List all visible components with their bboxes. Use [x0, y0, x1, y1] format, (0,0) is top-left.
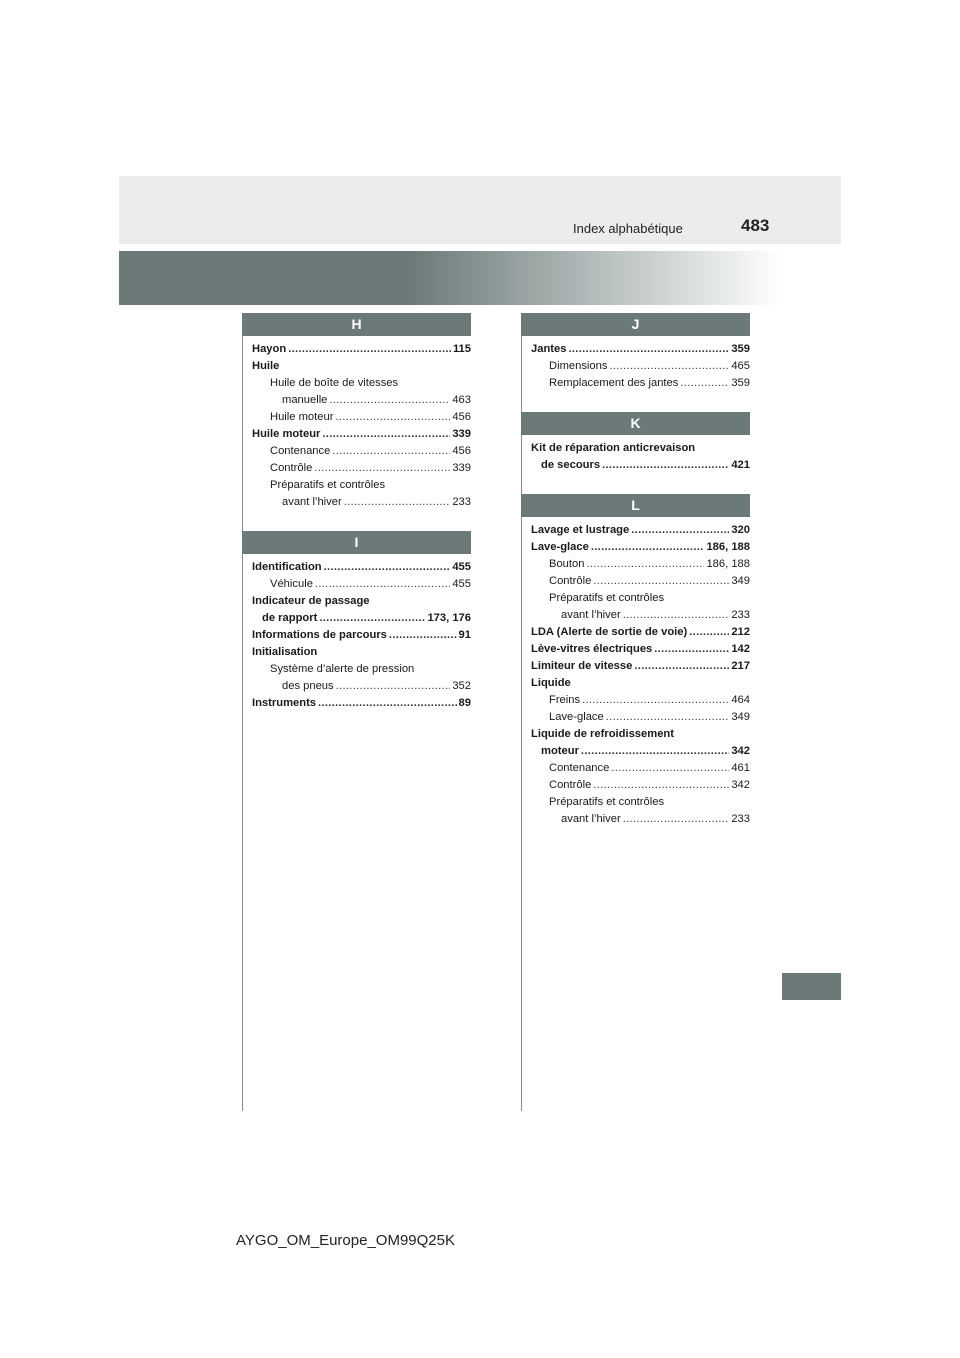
- index-entry-label: Véhicule: [270, 578, 313, 590]
- index-entry: [252, 392, 471, 409]
- page-number: 483: [741, 216, 770, 235]
- leader-dots: [623, 811, 730, 828]
- index-entry-label: Initialisation: [252, 646, 318, 658]
- index-entry-label: Freins: [549, 694, 581, 706]
- leader-dots: [586, 556, 704, 573]
- leader-dots: [389, 627, 457, 644]
- leader-dots: [581, 743, 729, 760]
- section-gap: [521, 392, 750, 412]
- header-band: [119, 176, 841, 244]
- index-entry-label: Jantes: [531, 343, 567, 355]
- index-entry-label: Lavage et lustrage: [531, 524, 630, 536]
- index-entry: [531, 539, 750, 556]
- index-entry-page: 359: [731, 343, 750, 355]
- index-entry-label: Instruments: [252, 697, 317, 709]
- index-entry-label: Contrôle: [270, 462, 313, 474]
- index-entry-page: 359: [731, 377, 750, 389]
- index-entry: [252, 460, 471, 477]
- index-entry: [252, 661, 471, 678]
- section-gap: [521, 474, 750, 494]
- leader-dots: [593, 777, 729, 794]
- section-letter-header: H: [242, 313, 471, 336]
- index-entry: [531, 794, 750, 811]
- leader-dots: [314, 460, 450, 477]
- leader-dots: [335, 409, 450, 426]
- index-entry: [531, 375, 750, 392]
- index-entry-label: Préparatifs et contrôles: [549, 796, 665, 808]
- index-entry-label: de rapport: [262, 612, 318, 624]
- index-entry-label: moteur: [541, 745, 579, 757]
- section-letter-header: L: [521, 494, 750, 517]
- index-entry-label: Informations de parcours: [252, 629, 387, 641]
- index-entry-label: Limiteur de vitesse: [531, 660, 633, 672]
- index-entry-page: 320: [731, 524, 750, 536]
- index-entry: [252, 341, 471, 358]
- index-entry-label: manuelle: [282, 394, 328, 406]
- index-entry-label: Hayon: [252, 343, 287, 355]
- index-entry: [252, 409, 471, 426]
- index-entry: [531, 726, 750, 743]
- index-entry: [252, 610, 471, 627]
- leader-dots: [582, 692, 729, 709]
- index-entry-page: 186, 188: [706, 558, 750, 570]
- index-entry: [252, 678, 471, 695]
- index-entry: [252, 576, 471, 593]
- index-entry-label: Dimensions: [549, 360, 608, 372]
- index-entry-label: Identification: [252, 561, 322, 573]
- index-entry-page: 233: [731, 609, 750, 621]
- index-entry: [531, 743, 750, 760]
- leader-dots: [654, 641, 729, 658]
- index-entry-label: Huile de boîte de vitesses: [270, 377, 399, 389]
- index-entry: [531, 709, 750, 726]
- leader-dots: [336, 678, 451, 695]
- index-entry-label: Lave-glace: [531, 541, 589, 553]
- index-entry-page: 463: [452, 394, 471, 406]
- index-entry-page: 456: [452, 445, 471, 457]
- leader-dots: [602, 457, 729, 474]
- index-entry: [252, 627, 471, 644]
- index-entry-list: [521, 435, 750, 474]
- index-entry: [252, 375, 471, 392]
- index-entry-label: LDA (Alerte de sortie de voie): [531, 626, 688, 638]
- index-entry-page: 342: [731, 779, 750, 791]
- index-entry-label: Indicateur de passage: [252, 595, 370, 607]
- leader-dots: [318, 695, 457, 712]
- index-entry: [531, 358, 750, 375]
- index-entry-page: 465: [731, 360, 750, 372]
- index-entry-label: Liquide: [531, 677, 571, 689]
- index-entry-page: 115: [452, 343, 471, 355]
- leader-dots: [606, 709, 730, 726]
- index-entry-label: Bouton: [549, 558, 585, 570]
- index-entry-label: Contenance: [270, 445, 331, 457]
- index-entry: [531, 590, 750, 607]
- index-entry: [531, 573, 750, 590]
- index-entry-page: 233: [731, 813, 750, 825]
- index-entry: [531, 760, 750, 777]
- index-entry-page: 91: [458, 629, 471, 641]
- leader-dots: [611, 760, 729, 777]
- index-entry: [531, 692, 750, 709]
- leader-dots: [344, 494, 451, 511]
- index-entry-label: Kit de réparation anticrevaison: [531, 442, 696, 454]
- index-entry-page: 212: [731, 626, 750, 638]
- index-entry-page: 89: [458, 697, 471, 709]
- index-entry-label: des pneus: [282, 680, 334, 692]
- index-entry-page: 461: [731, 762, 750, 774]
- header-gradient-bar: [119, 251, 781, 305]
- chapter-tab: [782, 973, 841, 1000]
- index-entry: [531, 777, 750, 794]
- page-title: Index alphabétique: [573, 221, 683, 236]
- index-entry-page: 421: [731, 459, 750, 471]
- index-entry: [531, 440, 750, 457]
- leader-dots: [609, 358, 729, 375]
- leader-dots: [288, 341, 451, 358]
- index-entry: [531, 607, 750, 624]
- index-entry-page: 186, 188: [706, 541, 750, 553]
- index-entry-list: [242, 554, 471, 712]
- index-entry: [252, 494, 471, 511]
- index-entry-label: Huile moteur: [252, 428, 321, 440]
- leader-dots: [322, 426, 450, 443]
- leader-dots: [319, 610, 425, 627]
- leader-dots: [568, 341, 729, 358]
- index-entry-page: 349: [731, 575, 750, 587]
- index-entry-list: [521, 336, 750, 392]
- index-entry: [252, 695, 471, 712]
- index-entry-label: Contrôle: [549, 575, 592, 587]
- index-entry-label: Préparatifs et contrôles: [270, 479, 386, 491]
- leader-dots: [593, 573, 729, 590]
- index-entry-label: Contenance: [549, 762, 610, 774]
- index-entry: [531, 624, 750, 641]
- leader-dots: [623, 607, 730, 624]
- index-entry: [531, 341, 750, 358]
- index-entry-label: de secours: [541, 459, 601, 471]
- index-entry-page: 349: [731, 711, 750, 723]
- index-entry: [531, 658, 750, 675]
- leader-dots: [332, 443, 450, 460]
- section-gap: [242, 511, 471, 531]
- index-entry: [531, 675, 750, 692]
- index-entry: [252, 559, 471, 576]
- index-entry: [252, 477, 471, 494]
- index-entry-label: Système d’alerte de pression: [270, 663, 415, 675]
- leader-dots: [689, 624, 729, 641]
- index-entry-label: Liquide de refroidissement: [531, 728, 674, 740]
- left-index-column: [242, 313, 471, 712]
- index-entry-label: Huile moteur: [270, 411, 334, 423]
- index-entry-page: 339: [452, 428, 471, 440]
- index-entry: [531, 556, 750, 573]
- index-entry-label: Contrôle: [549, 779, 592, 791]
- index-entry: [252, 443, 471, 460]
- leader-dots: [324, 559, 451, 576]
- index-entry-page: 464: [731, 694, 750, 706]
- index-entry-label: Remplacement des jantes: [549, 377, 679, 389]
- index-entry-label: avant l’hiver: [561, 609, 621, 621]
- section-letter-header: J: [521, 313, 750, 336]
- index-entry: [531, 641, 750, 658]
- index-entry: [531, 457, 750, 474]
- section-letter-header: K: [521, 412, 750, 435]
- index-entry-label: Lève-vitres électriques: [531, 643, 653, 655]
- index-entry-page: 233: [452, 496, 471, 508]
- index-entry: [531, 811, 750, 828]
- index-entry-page: 142: [731, 643, 750, 655]
- index-entry-page: 173, 176: [427, 612, 471, 624]
- leader-dots: [591, 539, 705, 556]
- index-entry: [531, 522, 750, 539]
- index-entry-label: avant l’hiver: [561, 813, 621, 825]
- index-entry: [252, 426, 471, 443]
- leader-dots: [315, 576, 450, 593]
- leader-dots: [329, 392, 450, 409]
- index-entry-label: Huile: [252, 360, 280, 372]
- index-entry-page: 352: [452, 680, 471, 692]
- leader-dots: [680, 375, 729, 392]
- index-entry: [252, 358, 471, 375]
- index-entry-label: avant l’hiver: [282, 496, 342, 508]
- right-index-column: [521, 313, 750, 828]
- leader-dots: [634, 658, 729, 675]
- index-entry-label: Préparatifs et contrôles: [549, 592, 665, 604]
- footer-code: AYGO_OM_Europe_OM99Q25K: [236, 1232, 455, 1249]
- index-entry-page: 217: [731, 660, 750, 672]
- index-entry-page: 342: [731, 745, 750, 757]
- index-entry: [252, 593, 471, 610]
- index-entry-page: 455: [452, 578, 471, 590]
- index-entry-page: 339: [452, 462, 471, 474]
- leader-dots: [631, 522, 729, 539]
- section-letter-header: I: [242, 531, 471, 554]
- index-entry: [252, 644, 471, 661]
- index-entry-list: [521, 517, 750, 828]
- index-entry-page: 455: [452, 561, 471, 573]
- index-entry-page: 456: [452, 411, 471, 423]
- index-entry-list: [242, 336, 471, 511]
- index-entry-label: Lave-glace: [549, 711, 604, 723]
